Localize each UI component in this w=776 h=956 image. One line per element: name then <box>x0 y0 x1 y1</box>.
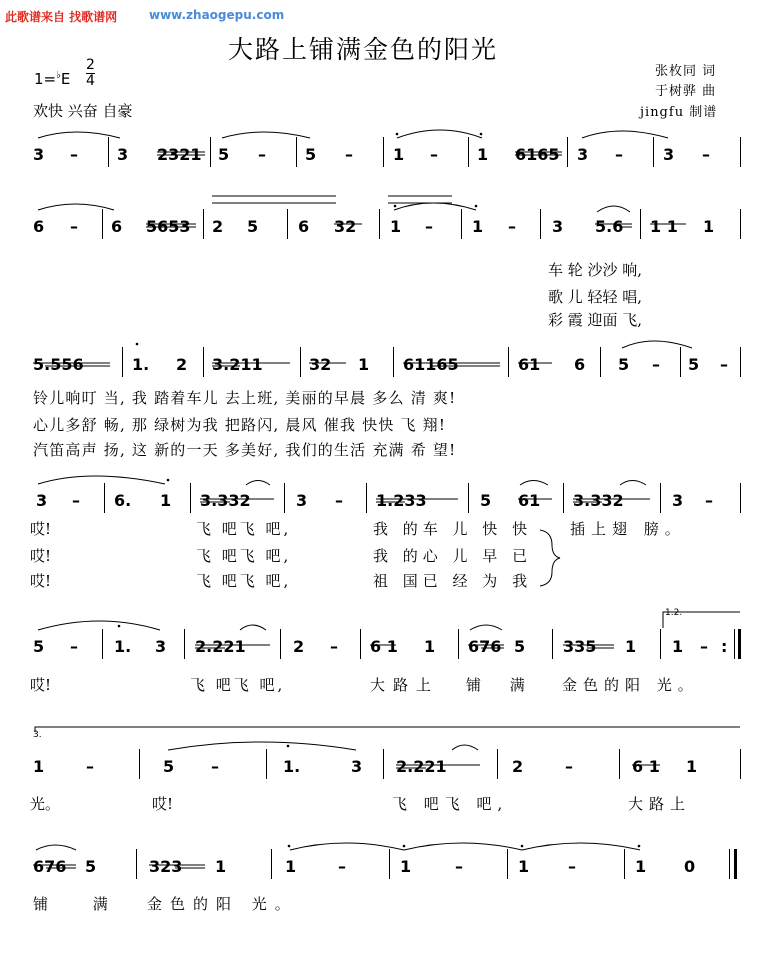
dash: – <box>430 145 438 164</box>
barline <box>740 483 741 513</box>
note-group: 61165 <box>403 355 459 374</box>
note: 3 <box>552 217 564 236</box>
note-group: 676 <box>468 637 502 656</box>
barline <box>660 483 661 513</box>
barline <box>266 749 267 779</box>
lyric-line: 飞 吧飞 吧, <box>392 795 509 813</box>
lyric-line: 金色的阳 光。 <box>147 895 298 913</box>
dash: – <box>720 355 728 374</box>
dash: – <box>615 145 623 164</box>
key-signature: 1=♭E <box>34 70 71 88</box>
note-group: 676 <box>33 857 67 876</box>
note: 3 <box>155 637 167 656</box>
barline <box>184 629 185 659</box>
lyric-line: 车 轮 沙沙 响, <box>548 261 643 279</box>
lyric-line: 铺 满 <box>33 895 128 913</box>
barline <box>287 209 288 239</box>
barline <box>104 483 105 513</box>
dash: – <box>565 757 573 776</box>
lyric-line: 大路上 <box>628 795 692 813</box>
note: 3 <box>36 491 48 510</box>
lyric-line: 飞 吧飞 吧, <box>190 676 286 694</box>
note-group: 3.332 <box>573 491 624 510</box>
barline <box>740 749 741 779</box>
note: 5 <box>85 857 97 876</box>
barline <box>552 629 553 659</box>
barline <box>284 483 285 513</box>
lyric-line: 铃儿响叮 当, 我 踏着车儿 去上班, 美丽的早晨 多么 清 爽! <box>33 389 457 407</box>
arranger-credit: jingfu 制谱 <box>640 105 718 120</box>
lyric-line: 插上翅 膀。 <box>570 520 686 538</box>
note: 1 <box>703 217 715 236</box>
lyric-word: 哎! <box>30 520 52 538</box>
note: 1 <box>472 217 484 236</box>
note-group: 32 <box>334 217 357 236</box>
lyric-word: 哎! <box>30 572 52 590</box>
lyric-line: 大路上 <box>370 676 440 694</box>
note: 3 <box>663 145 675 164</box>
barline <box>619 749 620 779</box>
notation-row-1 <box>0 128 776 188</box>
note: 5 <box>247 217 259 236</box>
note-group: 2.221 <box>396 757 447 776</box>
notation-row-7 <box>0 840 776 900</box>
barline <box>393 347 394 377</box>
note-group: 3.332 <box>200 491 251 510</box>
note-group: 5653 <box>146 217 191 236</box>
note: 6 <box>33 217 45 236</box>
tempo-marking: 欢快 兴奋 自豪 <box>33 102 133 120</box>
lyric-line: 彩 霞 迎面 飞, <box>548 311 643 329</box>
barline <box>136 849 137 879</box>
barline <box>203 209 204 239</box>
lyric-line: 铺 满 <box>466 676 537 694</box>
note: 1 <box>33 757 45 776</box>
note: 1 <box>160 491 172 510</box>
note: 6. <box>114 491 132 510</box>
volta-first: 1.2. <box>665 608 683 618</box>
note: 3 <box>117 145 129 164</box>
lyric-word: 光。 <box>30 795 61 813</box>
dash: – <box>338 857 346 876</box>
note: 1. <box>283 757 301 776</box>
barline <box>740 209 741 239</box>
note: 5 <box>618 355 630 374</box>
dash: – <box>70 637 78 656</box>
note: 3 <box>672 491 684 510</box>
note: 5 <box>218 145 230 164</box>
note: 5 <box>480 491 492 510</box>
note-group: 323 <box>149 857 183 876</box>
note-group: 3.211 <box>212 355 263 374</box>
watermark-site-name: 此歌谱来自 找歌谱网 <box>5 10 118 24</box>
barline <box>360 629 361 659</box>
lyric-line: 飞 吧飞 吧, <box>196 520 292 538</box>
note-group: 61 <box>518 491 541 510</box>
dash: – <box>330 637 338 656</box>
barline <box>139 749 140 779</box>
barline <box>468 137 469 167</box>
barline <box>600 347 601 377</box>
barline <box>389 849 390 879</box>
barline <box>680 347 681 377</box>
note: 2 <box>293 637 305 656</box>
barline <box>567 137 568 167</box>
note: 5 <box>514 637 526 656</box>
note: 5 <box>163 757 175 776</box>
dash: – <box>72 491 80 510</box>
note: 1 <box>390 217 402 236</box>
note-group: 6 1 <box>370 637 398 656</box>
note-group: 5.6 <box>595 217 624 236</box>
dash: – <box>211 757 219 776</box>
note: 1 <box>215 857 227 876</box>
repeat-sign: : <box>721 637 728 656</box>
note-group: 6 1 <box>632 757 660 776</box>
note: 1 <box>393 145 405 164</box>
note: 2 <box>512 757 524 776</box>
lyric-line: 金色的阳 光。 <box>562 676 699 694</box>
barline <box>640 209 641 239</box>
note: 1. <box>114 637 132 656</box>
notation-row-2 <box>0 200 776 260</box>
barline <box>383 749 384 779</box>
final-barline <box>734 849 737 879</box>
barline <box>653 137 654 167</box>
dash: – <box>335 491 343 510</box>
note: 1 <box>518 857 530 876</box>
lyric-line: 心儿多舒 畅, 那 绿树为我 把路闪, 晨风 催我 快快 飞 翔! <box>33 416 447 434</box>
note: 3 <box>33 145 45 164</box>
lyric-word: 哎! <box>152 795 174 813</box>
note: 6 <box>111 217 123 236</box>
time-signature: 2 4 <box>86 57 95 89</box>
barline <box>300 347 301 377</box>
dash: – <box>705 491 713 510</box>
barline <box>734 629 735 659</box>
barline <box>379 209 380 239</box>
barline <box>458 629 459 659</box>
note: 5 <box>33 637 45 656</box>
song-title: 大路上铺满金色的阳光 <box>228 35 499 64</box>
notation-row-6 <box>0 740 776 800</box>
note: 2 <box>212 217 224 236</box>
dash: – <box>70 145 78 164</box>
barline <box>729 849 730 879</box>
note: 3 <box>296 491 308 510</box>
barline <box>296 137 297 167</box>
note: 1 <box>635 857 647 876</box>
note: 1 <box>625 637 637 656</box>
barline <box>280 629 281 659</box>
lyric-line: 飞 吧飞 吧, <box>196 572 292 590</box>
barline <box>190 483 191 513</box>
lyric-word: 哎! <box>30 547 52 565</box>
dash: – <box>455 857 463 876</box>
dash: – <box>702 145 710 164</box>
notation-row-5 <box>0 620 776 680</box>
barline <box>468 483 469 513</box>
dash: – <box>345 145 353 164</box>
lyric-line: 汽笛高声 扬, 这 新的一天 多美好, 我们的生活 充满 希 望! <box>33 441 457 459</box>
note: 5 <box>305 145 317 164</box>
note: 1. <box>132 355 150 374</box>
dash: – <box>700 637 708 656</box>
note: 1 <box>400 857 412 876</box>
note: 1 <box>686 757 698 776</box>
dash: – <box>258 145 266 164</box>
note-group: 2321 <box>157 145 202 164</box>
note-group: 1 1 <box>650 217 678 236</box>
note: 6 <box>298 217 310 236</box>
barline <box>660 629 661 659</box>
lyric-line: 歌 儿 轻轻 唱, <box>548 288 643 306</box>
volta-last: 3. <box>33 730 42 740</box>
dash: – <box>86 757 94 776</box>
barline <box>108 137 109 167</box>
note-group: 5.556 <box>33 355 84 374</box>
barline <box>740 137 741 167</box>
barline <box>740 347 741 377</box>
dash: – <box>568 857 576 876</box>
barline <box>508 347 509 377</box>
lyric-line: 我 的心 儿 早 已 <box>373 547 533 565</box>
note-group: 335 <box>563 637 597 656</box>
note: 3 <box>351 757 363 776</box>
barline <box>102 209 103 239</box>
dash: – <box>652 355 660 374</box>
note: 1 <box>358 355 370 374</box>
note: 2 <box>176 355 188 374</box>
lyric-line: 飞 吧飞 吧, <box>196 547 292 565</box>
barline <box>383 137 384 167</box>
note: 1 <box>424 637 436 656</box>
barline <box>540 209 541 239</box>
note: 1 <box>285 857 297 876</box>
barline <box>461 209 462 239</box>
barline <box>203 347 204 377</box>
note-group: 1.233 <box>376 491 427 510</box>
barline <box>507 849 508 879</box>
note-group: 32 <box>309 355 332 374</box>
note: 6 <box>574 355 586 374</box>
barline <box>210 137 211 167</box>
note-group: 61 <box>518 355 541 374</box>
barline <box>563 483 564 513</box>
dash: – <box>508 217 516 236</box>
note-group: 6165 <box>515 145 560 164</box>
dash: – <box>70 217 78 236</box>
note: 1 <box>477 145 489 164</box>
note-group: 2.221 <box>195 637 246 656</box>
dash: – <box>425 217 433 236</box>
note: 5 <box>688 355 700 374</box>
lyricist-credit: 张枚同 词 <box>655 64 717 79</box>
watermark-url[interactable]: www.zhaogepu.com <box>149 8 285 22</box>
barline <box>102 629 103 659</box>
note: 3 <box>577 145 589 164</box>
barline <box>271 849 272 879</box>
barline <box>497 749 498 779</box>
composer-credit: 于树骅 曲 <box>655 84 717 99</box>
note: 1 <box>672 637 684 656</box>
barline <box>366 483 367 513</box>
lyric-line: 我 的车 儿 快 快 <box>373 520 533 538</box>
note: 0 <box>684 857 696 876</box>
lyric-line: 祖 国已 经 为 我 <box>373 572 533 590</box>
barline <box>122 347 123 377</box>
final-barline <box>738 629 741 659</box>
lyric-word: 哎! <box>30 676 52 694</box>
barline <box>624 849 625 879</box>
